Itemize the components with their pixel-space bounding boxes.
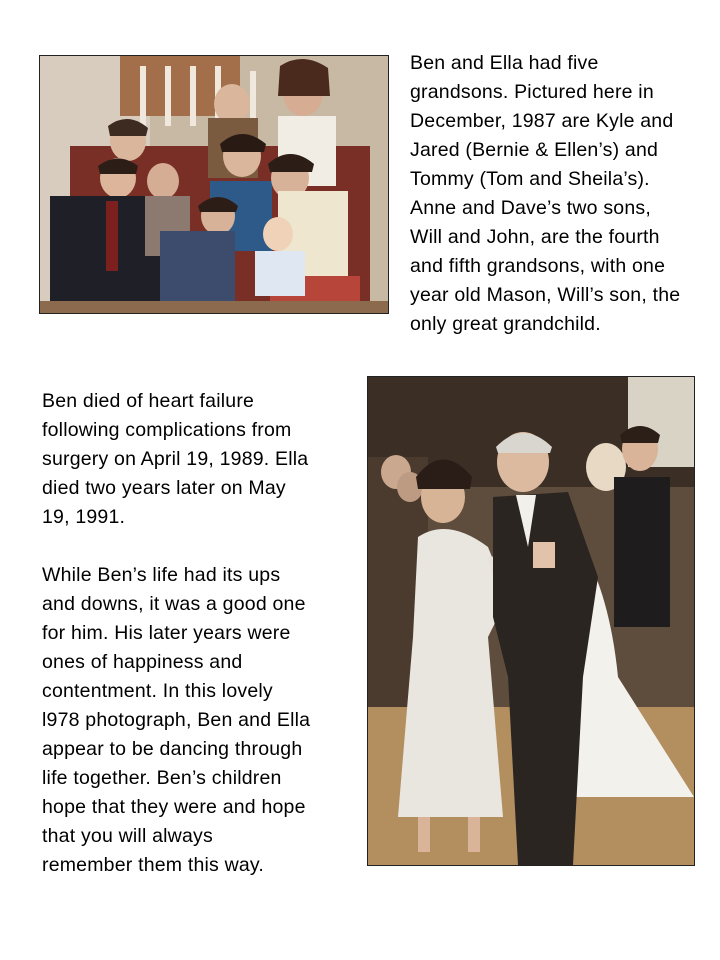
memorial-text (42, 387, 354, 880)
paragraph-line: contentment. In this lovely (42, 680, 273, 702)
paragraph-line: l978 photograph, Ben and Ella (42, 709, 311, 731)
paragraph-line: appear to be dancing through (42, 738, 303, 760)
paragraph-death (42, 387, 354, 532)
paragraph-line: ones of happiness and (42, 651, 243, 673)
paragraph-line: remember them this way. (42, 854, 265, 876)
dancing-photo (367, 376, 695, 866)
paragraph-line: and downs, it was a good one (42, 593, 306, 615)
caption-line: grandsons. Pictured here in (410, 81, 654, 103)
paragraph-line: died two years later on May (42, 477, 286, 499)
caption-line: December, 1987 are Kyle and (410, 110, 674, 132)
caption-line: Jared (Bernie & Ellen’s) and (410, 139, 659, 161)
caption-line: Anne and Dave’s two sons, (410, 197, 651, 219)
paragraph-line: life together. Ben’s children (42, 767, 282, 789)
paragraph-line: for him. His later years were (42, 622, 291, 644)
caption-line: Ben and Ella had five (410, 52, 599, 74)
grandsons-caption (410, 49, 715, 339)
caption-line: and fifth grandsons, with one (410, 255, 666, 277)
caption-line: year old Mason, Will’s son, the (410, 284, 681, 306)
family-photo (39, 55, 389, 314)
caption-line: Will and John, are the fourth (410, 226, 660, 248)
paragraph-line: following complications from (42, 419, 292, 441)
caption-line: only great grandchild. (410, 313, 601, 335)
caption-line: Tommy (Tom and Sheila’s). (410, 168, 650, 190)
paragraph-line: While Ben’s life had its ups (42, 564, 281, 586)
paragraph-line: hope that they were and hope (42, 796, 306, 818)
paragraph-line: that you will always (42, 825, 213, 847)
paragraph-line: 19, 1991. (42, 506, 126, 528)
paragraph-line: surgery on April 19, 1989. Ella (42, 448, 309, 470)
paragraph-life (42, 561, 354, 880)
paragraph-line: Ben died of heart failure (42, 390, 255, 412)
